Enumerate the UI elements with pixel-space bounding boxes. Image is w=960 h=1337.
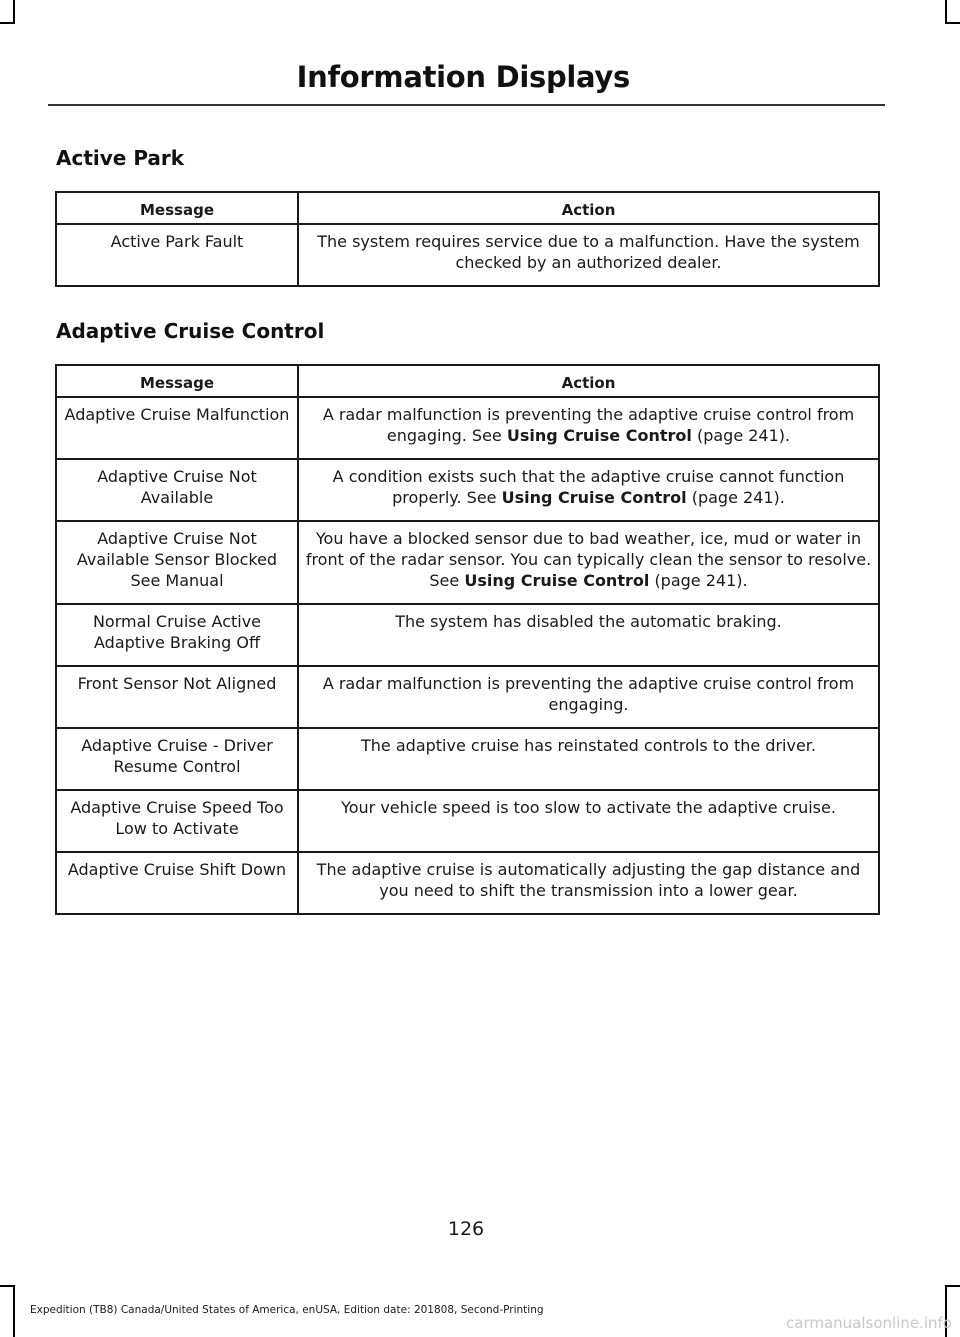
- table-row: [56, 224, 879, 286]
- page-number: 126: [447, 1218, 485, 1240]
- message-cell: Adaptive Cruise Not Available: [56, 459, 298, 521]
- crop-mark-bottom-left: [13, 1285, 15, 1337]
- message-cell: Adaptive Cruise - Driver Resume Control: [56, 728, 298, 790]
- cross-reference-link[interactable]: Using Cruise Control: [464, 571, 650, 590]
- action-cell: The system requires service due to a malfunction. Have the system checked by an authorized dealer.: [298, 224, 879, 286]
- message-cell: Adaptive Cruise Speed Too Low to Activate: [56, 790, 298, 852]
- section-heading-active-park: Active Park: [56, 146, 185, 170]
- table-row: [56, 852, 879, 914]
- action-cell: [298, 397, 879, 459]
- crop-mark-bottom-right: [945, 1285, 960, 1287]
- table-row: [56, 459, 879, 521]
- column-header-message: Message: [56, 365, 298, 397]
- action-text: You have a blocked sensor due to bad weather, ice, mud or water in front of the radar sensor. You can typically clean the sensor to resolve. See: [305, 529, 872, 590]
- page-reference: (page 241).: [691, 488, 785, 507]
- message-cell: Active Park Fault: [56, 224, 298, 286]
- crop-mark-bottom-left: [0, 1285, 15, 1287]
- title-divider: [48, 104, 885, 106]
- message-cell: Adaptive Cruise Not Available Sensor Blocked See Manual: [56, 521, 298, 604]
- page-title: Information Displays: [296, 60, 630, 94]
- crop-mark-top-left: [0, 22, 15, 24]
- adaptive-cruise-message-table: [55, 364, 880, 915]
- column-header-message: Message: [56, 192, 298, 224]
- message-cell: Normal Cruise Active Adaptive Braking Off: [56, 604, 298, 666]
- section-heading-adaptive-cruise-control: Adaptive Cruise Control: [56, 319, 325, 343]
- action-cell: Your vehicle speed is too slow to activate the adaptive cruise.: [298, 790, 879, 852]
- page-reference: (page 241).: [696, 426, 791, 445]
- cross-reference-link[interactable]: Using Cruise Control: [501, 488, 687, 507]
- crop-mark-top-right: [945, 0, 947, 24]
- table-header-row: [56, 365, 879, 397]
- table-row: [56, 790, 879, 852]
- column-header-action: Action: [298, 192, 879, 224]
- table-row: [56, 604, 879, 666]
- action-text: A condition exists such that the adaptive cruise cannot function properly. See: [332, 467, 845, 507]
- column-header-action: Action: [298, 365, 879, 397]
- table-row: [56, 397, 879, 459]
- table-row: [56, 728, 879, 790]
- table-row: [56, 521, 879, 604]
- crop-mark-top-right: [945, 22, 960, 24]
- table-row: [56, 666, 879, 728]
- edition-footer: Expedition (TB8) Canada/United States of America, enUSA, Edition date: 201808, Second-Printing: [30, 1304, 544, 1316]
- action-cell: The adaptive cruise has reinstated controls to the driver.: [298, 728, 879, 790]
- cross-reference-link[interactable]: Using Cruise Control: [506, 426, 692, 445]
- action-cell: The adaptive cruise is automatically adjusting the gap distance and you need to shift the transmission into a lower gear.: [298, 852, 879, 914]
- watermark: carmanualsonline.info: [786, 1314, 952, 1332]
- message-cell: Adaptive Cruise Shift Down: [56, 852, 298, 914]
- action-cell: The system has disabled the automatic braking.: [298, 604, 879, 666]
- message-cell: Front Sensor Not Aligned: [56, 666, 298, 728]
- page-reference: (page 241).: [654, 571, 748, 590]
- message-cell: Adaptive Cruise Malfunction: [56, 397, 298, 459]
- action-cell: [298, 521, 879, 604]
- action-cell: [298, 459, 879, 521]
- active-park-message-table: [55, 191, 880, 287]
- crop-mark-top-left: [13, 0, 15, 24]
- action-text: A radar malfunction is preventing the adaptive cruise control from engaging. See: [322, 405, 855, 445]
- table-header-row: [56, 192, 879, 224]
- action-cell: A radar malfunction is preventing the adaptive cruise control from engaging.: [298, 666, 879, 728]
